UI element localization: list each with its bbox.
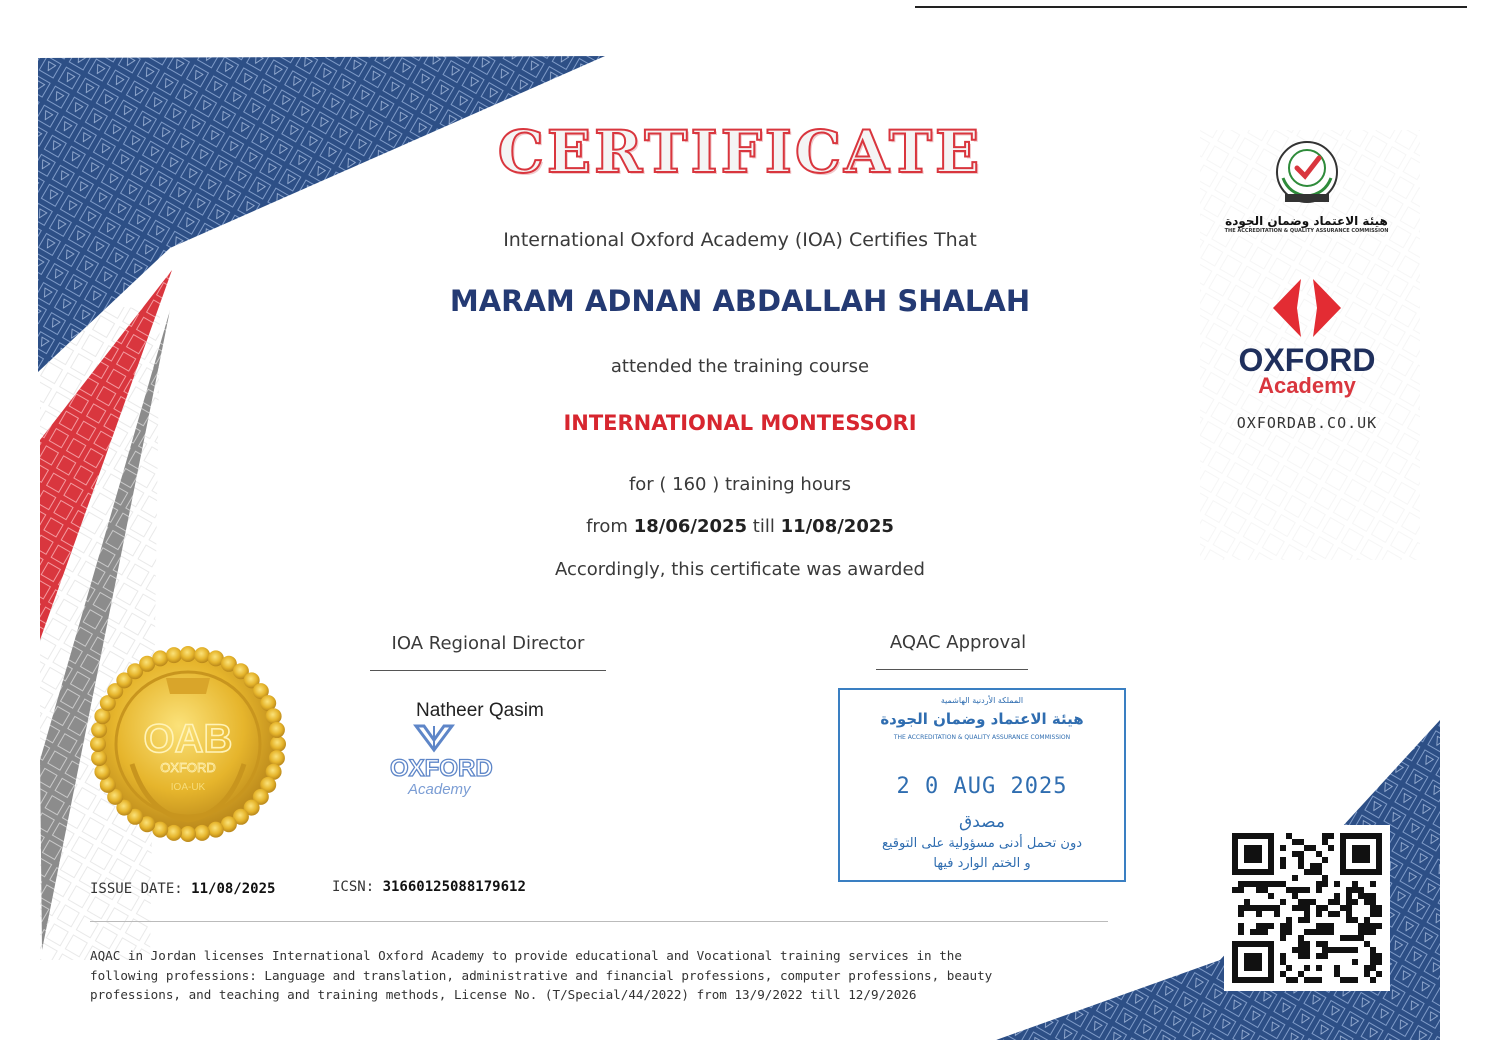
intro-text: International Oxford Academy (IOA) Certifies That — [503, 229, 977, 251]
seal-text-oab: OAB — [143, 717, 233, 761]
aqac-approval-label: AQAC Approval — [889, 632, 1027, 653]
icsn-label: ICSN: — [332, 879, 383, 895]
stamp-kingdom-text: المملكة الأردنية الهاشمية — [940, 696, 1024, 705]
issue-date-value: 11/08/2025 — [191, 881, 276, 897]
date-from: 18/06/2025 — [633, 516, 748, 537]
stamp-commission-arabic: هيئة الاعتماد وضمان الجودة — [880, 710, 1084, 728]
gold-seal-icon — [88, 644, 288, 844]
issue-date — [90, 881, 275, 897]
course-dates — [440, 516, 1040, 537]
footer-line-1: AQAC in Jordan licenses International Oxford Academy to provide educational and Vocational training services in the — [90, 948, 962, 963]
director-name: Natheer Qasim — [416, 700, 544, 721]
certificate-title: CERTIFICATE — [497, 118, 983, 186]
qr-code-icon — [1224, 825, 1390, 991]
attended-text: attended the training course — [610, 356, 870, 377]
stamp-approved-word: مصدق — [959, 812, 1005, 832]
stamp-commission-english: THE ACCREDITATION & QUALITY ASSURANCE COMMISSION — [893, 734, 1071, 741]
aqac-arabic-name: هيئة الاعتماد وضمان الجودة — [1225, 214, 1388, 228]
top-edge-rule — [915, 6, 1467, 8]
awarded-text: Accordingly, this certificate was awarded — [554, 559, 925, 580]
approval-stamp — [838, 688, 1126, 882]
footer-line-2: following professions: Language and translation, administrative and financial professions, computer professions, beauty — [90, 967, 993, 983]
aqac-signature-line — [876, 669, 1028, 670]
aqac-emblem-icon — [1267, 138, 1347, 208]
stamp-academy-text: Academy — [408, 781, 471, 798]
footer-line-3: professions, and teaching and training methods, License No. (T/Special/44/2022) from 13/9/2022 till 12/9/2026 — [90, 987, 917, 1002]
director-label: IOA Regional Director — [391, 633, 585, 654]
recipient-name: MARAM ADNAN ABDALLAH SHALAH — [449, 284, 1031, 318]
director-signature-line — [370, 670, 606, 671]
seal-text-oxford: OXFORD — [160, 760, 216, 775]
oxford-academy-logo — [1216, 275, 1398, 397]
oxford-website: OXFORDAB.CO.UK — [1236, 414, 1378, 432]
oxford-academy-stamp-icon — [386, 718, 512, 818]
till-label: till — [747, 516, 781, 537]
stamp-disclaimer-line2: و الختم الوارد فيها — [933, 856, 1031, 871]
icsn-value: 31660125088179612 — [382, 879, 526, 895]
icsn — [332, 879, 526, 895]
aqac-english-name: THE ACCREDITATION & QUALITY ASSURANCE COMMISSION — [1224, 228, 1389, 234]
oxford-wordmark: OXFORD — [1238, 342, 1376, 378]
course-name: INTERNATIONAL MONTESSORI — [563, 411, 917, 435]
footer-divider — [90, 921, 1108, 922]
aqac-logo — [1224, 138, 1389, 234]
stamp-oxford-text: OXFORD — [390, 755, 493, 782]
seal-text-ioa: IOA-UK — [170, 782, 206, 793]
issue-date-label: ISSUE DATE: — [90, 881, 192, 897]
oxford-diamond-icon — [1267, 275, 1347, 341]
stamp-disclaimer-line1: دون تحمل أدنى مسؤولية على التوقيع — [881, 836, 1083, 851]
academy-wordmark: Academy — [1258, 373, 1356, 398]
date-till: 11/08/2025 — [780, 516, 894, 537]
stamp-date: 2 0 AUG 2025 — [896, 774, 1068, 799]
from-label: from — [586, 516, 634, 537]
license-footer — [90, 946, 1120, 1005]
training-hours: for ( 160 ) training hours — [628, 474, 852, 495]
